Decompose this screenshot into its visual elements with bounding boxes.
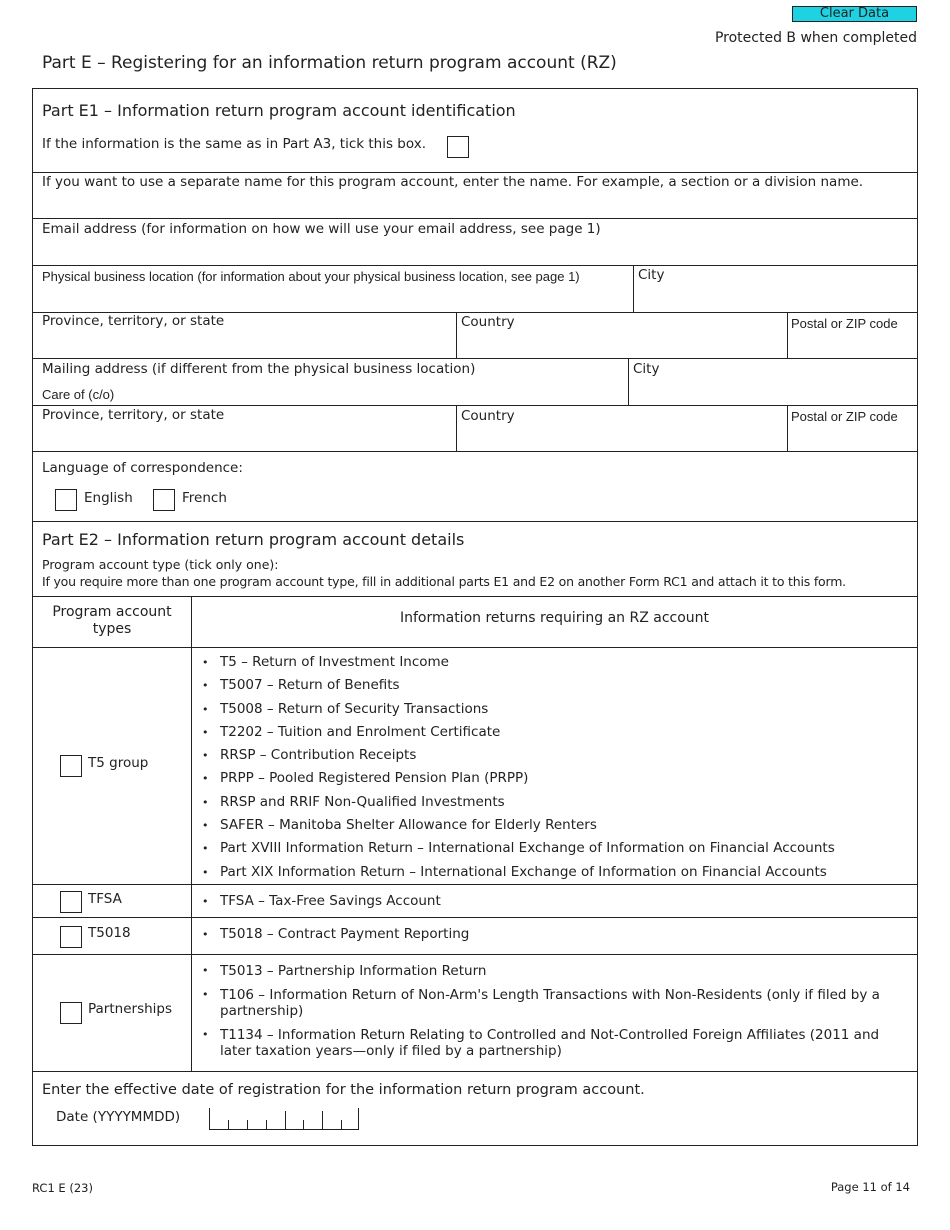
partnerships-checkbox[interactable] <box>60 1002 82 1024</box>
mailing-address-label: Mailing address (if different from the physical business location) <box>42 361 476 377</box>
column-header-types: Program account types <box>52 604 172 637</box>
t5-group-checkbox[interactable] <box>60 755 82 777</box>
postal-label-mailing: Postal or ZIP code <box>791 409 898 424</box>
french-checkbox[interactable] <box>153 489 175 511</box>
same-as-a3-checkbox[interactable] <box>447 136 469 158</box>
t5018-label: T5018 <box>88 925 131 941</box>
divider <box>787 405 788 451</box>
city-label-mailing: City <box>633 361 660 377</box>
province-label: Province, territory, or state <box>42 313 225 329</box>
t5-group-label: T5 group <box>88 755 149 771</box>
partnerships-returns-list <box>202 963 902 1060</box>
form-identifier: RC1 E (23) <box>32 1181 93 1195</box>
divider <box>191 596 192 1071</box>
english-label: English <box>84 490 133 506</box>
list-item: • T5008 – Return of Security Transactions <box>202 698 907 721</box>
list-item: • TFSA – Tax-Free Savings Account <box>202 893 907 910</box>
list-item: • Part XIX Information Return – International Exchange of Information on Financial Accounts <box>202 861 907 884</box>
date-format-label: Date (YYYYMMDD) <box>56 1109 181 1125</box>
date-digit-divider <box>247 1120 248 1129</box>
section-heading-e2: Part E2 – Information return program account details <box>42 530 465 549</box>
list-item: • T2202 – Tuition and Enrolment Certificate <box>202 721 907 744</box>
french-label: French <box>182 490 227 506</box>
multiple-types-note: If you require more than one program account type, fill in additional parts E1 and E2 on another Form RC1 and attach it to this form. <box>42 574 846 589</box>
tfsa-checkbox[interactable] <box>60 891 82 913</box>
list-item: • T106 – Information Return of Non-Arm's Length Transactions with Non-Residents (only if filed by a partnership) <box>202 987 902 1020</box>
divider <box>32 1071 918 1072</box>
clear-data-button[interactable]: Clear Data <box>792 6 917 22</box>
divider <box>32 521 918 522</box>
page-title: Part E – Registering for an information return program account (RZ) <box>42 53 617 73</box>
list-item: • RRSP and RRIF Non-Qualified Investments <box>202 791 907 814</box>
program-type-note: Program account type (tick only one): <box>42 557 279 572</box>
language-label: Language of correspondence: <box>42 460 243 476</box>
divider <box>628 358 629 405</box>
date-input[interactable] <box>209 1108 359 1130</box>
date-digit-divider <box>228 1120 229 1129</box>
divider <box>32 884 918 885</box>
country-label: Country <box>461 314 515 330</box>
divider <box>32 405 918 406</box>
date-digit-divider <box>303 1120 304 1129</box>
postal-label: Postal or ZIP code <box>791 316 898 331</box>
divider <box>32 954 918 955</box>
list-item: • T1134 – Information Return Relating to Controlled and Not-Controlled Foreign Affiliates (2011 and later taxation years—only if filed by a partnership) <box>202 1027 902 1060</box>
tfsa-returns-list <box>202 893 907 910</box>
care-of-label: Care of (c/o) <box>42 387 115 402</box>
divider <box>32 358 918 359</box>
divider <box>633 265 634 312</box>
divider <box>32 172 918 173</box>
date-digit-divider <box>266 1120 267 1129</box>
email-label: Email address (for information on how we will use your email address, see page 1) <box>42 221 601 237</box>
divider <box>787 312 788 358</box>
date-digit-divider <box>285 1111 286 1129</box>
divider <box>32 647 918 648</box>
physical-location-label: Physical business location (for information about your physical business location, see page 1) <box>42 269 580 284</box>
province-label-mailing: Province, territory, or state <box>42 407 225 423</box>
divider <box>32 265 918 266</box>
date-digit-divider <box>322 1111 323 1129</box>
list-item: • T5007 – Return of Benefits <box>202 674 907 697</box>
divider <box>32 917 918 918</box>
separate-name-label: If you want to use a separate name for this program account, enter the name. For example, a section or a division name. <box>42 174 864 190</box>
section-heading-e1: Part E1 – Information return program account identification <box>42 101 516 120</box>
divider <box>32 451 918 452</box>
column-header-returns: Information returns requiring an RZ account <box>399 610 710 626</box>
t5018-checkbox[interactable] <box>60 926 82 948</box>
list-item: • T5013 – Partnership Information Return <box>202 963 902 980</box>
t5-returns-list <box>202 651 907 884</box>
partnerships-label: Partnerships <box>88 1001 173 1017</box>
city-label: City <box>638 267 665 283</box>
list-item: • T5018 – Contract Payment Reporting <box>202 926 907 943</box>
effective-date-label: Enter the effective date of registration for the information return program account. <box>42 1082 645 1098</box>
divider <box>32 596 918 597</box>
page-number: Page 11 of 14 <box>830 1180 910 1194</box>
protected-label: Protected B when completed <box>714 30 917 46</box>
list-item: • SAFER – Manitoba Shelter Allowance for Elderly Renters <box>202 814 907 837</box>
list-item: • Part XVIII Information Return – International Exchange of Information on Financial Accounts <box>202 837 907 860</box>
english-checkbox[interactable] <box>55 489 77 511</box>
date-digit-divider <box>341 1120 342 1129</box>
tfsa-label: TFSA <box>88 891 122 907</box>
divider <box>456 312 457 358</box>
divider <box>32 218 918 219</box>
t5018-returns-list <box>202 926 907 943</box>
country-label-mailing: Country <box>461 408 515 424</box>
divider <box>456 405 457 451</box>
list-item: • T5 – Return of Investment Income <box>202 651 907 674</box>
list-item: • PRPP – Pooled Registered Pension Plan (PRPP) <box>202 767 907 790</box>
same-as-a3-label: If the information is the same as in Part A3, tick this box. <box>42 136 426 152</box>
list-item: • RRSP – Contribution Receipts <box>202 744 907 767</box>
